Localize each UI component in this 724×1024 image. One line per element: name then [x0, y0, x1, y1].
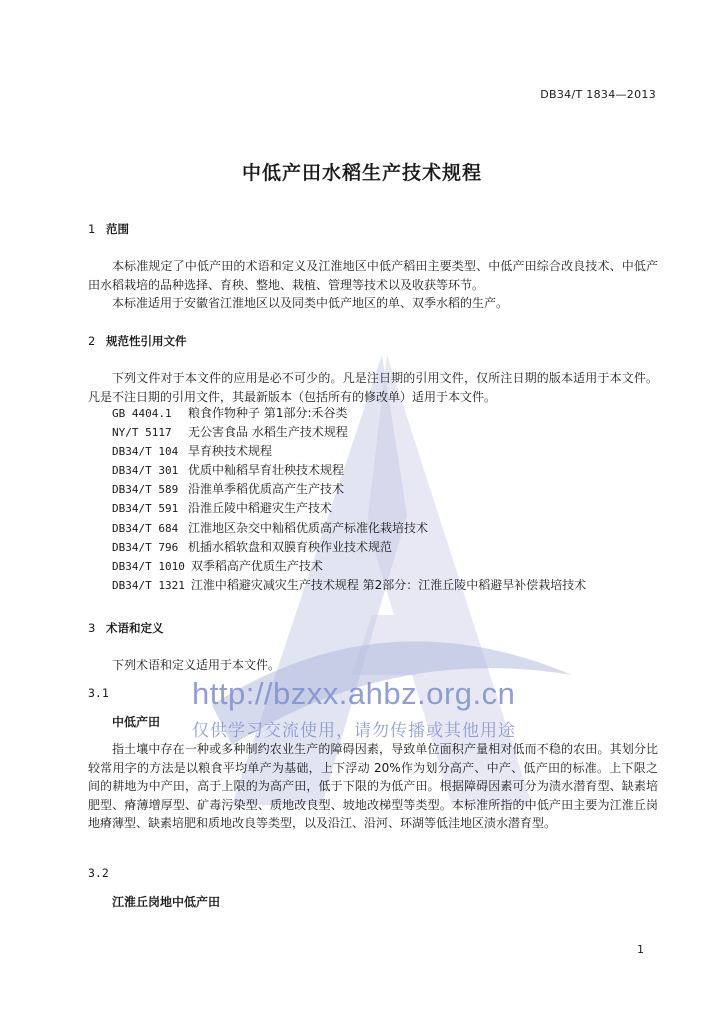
list-item — [112, 519, 586, 538]
normative-refs-intro: 下列文件对于本文件的应用是必不可少的。凡是注日期的引用文件，仅所注日期的版本适用于本文件。凡是不注日期的引用文件，其最新版本（包括所有的修改单）适用于本文件。 — [88, 371, 658, 404]
reference-code: DB34/T 301 — [112, 464, 179, 478]
terms-intro: 下列术语和定义适用于本文件。 — [112, 658, 281, 672]
section-heading-terms — [88, 620, 164, 636]
reference-title: 沿淮单季稻优质高产生产技术 — [188, 482, 345, 497]
reference-code: DB34/T 104 — [112, 445, 179, 459]
reference-title: 双季稻高产优质生产技术 — [190, 558, 323, 573]
list-item — [112, 442, 586, 461]
clause-number: 3.1 — [88, 686, 109, 700]
clause-number: 3.2 — [88, 866, 109, 880]
section-heading-normative-refs — [88, 333, 187, 349]
scope-paragraph-2: 本标准适用于安徽省江淮地区以及同类中低产地区的单、双季水稻的生产。 — [112, 296, 509, 310]
list-item — [112, 404, 586, 423]
reference-title: 江淮中稻避灾减灾生产技术规程 第2部分：江淮丘陵中稻避旱补偿栽培技术 — [190, 577, 587, 592]
term-heading: 中低产田 — [112, 715, 161, 729]
page-number: 1 — [637, 943, 644, 956]
term-definition: 指土壤中存在一种或多种制约农业生产的障碍因素，导致单位面积产量相对低而不稳的农田。其划分比较常用字的方法是以粮食平均单产为基础，上下浮动 20%作为划分高产、中产、低产田的标准。上下限之间的耕地为中产田，高于上限的为高产田，低于下限的为低产田。根据障碍因素可分为渍水潜育型、缺素培肥型、瘠薄增厚型、矿毒污染型、质地改良型、坡地改梯型等类型。本标准所指的中低产田主要为江淮丘岗地瘠薄型、缺素培肥和质地改良等类型，以及沿江、沿河、环湖等低洼地区渍水潜育型。 — [88, 742, 658, 831]
scope-paragraph-1: 本标准规定了中低产田的术语和定义及江淮地区中低产稻田主要类型、中低产田综合改良技术、中低产田水稻栽培的品种选择、育秧、整地、栽植、管理等技术以及收获等环节。 — [88, 259, 658, 292]
standard-code: DB34/T 1834—2013 — [540, 88, 656, 101]
reference-code: DB34/T 589 — [112, 483, 179, 497]
section-number: 1 — [88, 222, 96, 236]
reference-title: 机插水稻软盘和双膜育秧作业技术规范 — [188, 539, 393, 554]
list-item — [112, 480, 586, 499]
reference-title: 旱育秧技术规程 — [188, 444, 273, 459]
section-title: 规范性引用文件 — [106, 334, 187, 348]
section-title: 术语和定义 — [106, 621, 164, 635]
list-item — [112, 461, 586, 480]
list-item — [112, 538, 586, 557]
term-heading: 江淮丘岗地中低产田 — [112, 895, 221, 909]
section-number: 3 — [88, 621, 96, 635]
reference-title: 江淮地区杂交中籼稻优质高产标准化栽培技术 — [188, 520, 429, 535]
section-title: 范围 — [106, 222, 129, 236]
reference-title: 粮食作物种子 第1部分:禾谷类 — [188, 406, 348, 420]
watermark-note: 仅供学习交流使用，请勿传播或其他用途 — [192, 721, 516, 741]
section-heading-scope — [88, 221, 129, 237]
list-item — [112, 576, 586, 595]
reference-code: DB34/T 591 — [112, 502, 179, 516]
document-title: 中低产田水稻生产技术规程 — [241, 162, 482, 184]
reference-code: DB34/T 1321 — [112, 578, 185, 592]
reference-title: 无公害食品 水稻生产技术规程 — [188, 425, 348, 440]
section-number: 2 — [88, 334, 96, 348]
reference-code: NY/T 5117 — [112, 426, 172, 440]
reference-code: DB34/T 796 — [112, 540, 179, 554]
list-item — [112, 423, 586, 442]
watermark-url: http://bzxx.ahbz.org.cn — [192, 676, 516, 711]
list-item — [112, 557, 586, 576]
reference-code: DB34/T 1010 — [112, 559, 185, 573]
reference-code: DB34/T 684 — [112, 521, 179, 535]
list-item — [112, 499, 586, 518]
reference-code: GB 4404.1 — [112, 407, 172, 420]
reference-title: 优质中籼稻旱育壮秧技术规程 — [188, 463, 345, 478]
reference-title: 沿淮丘陵中稻避灾生产技术 — [188, 501, 333, 516]
reference-list — [112, 404, 586, 595]
